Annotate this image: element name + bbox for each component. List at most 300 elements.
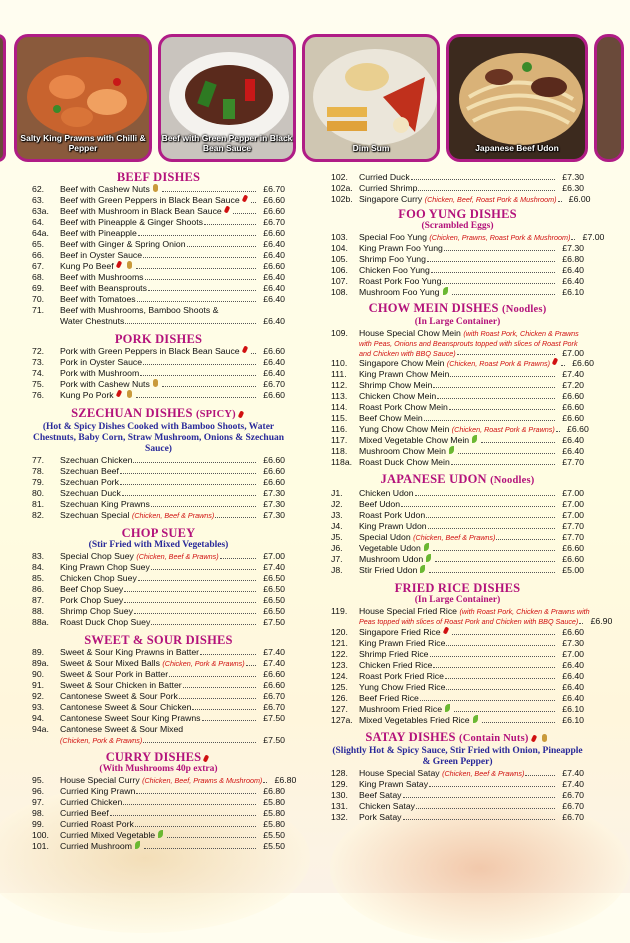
menu-item [32,228,285,239]
item-note: and Chicken with BBQ Sauce) [359,348,456,358]
menu-item [32,283,285,294]
item-text [60,250,257,261]
vegetarian-leaf-icon [445,704,450,712]
item-price: £6.60 [263,455,285,465]
item-price: £6.40 [263,283,285,293]
item-text [60,294,257,305]
photo-salty-king-prawns [14,34,152,162]
section-title [32,633,285,647]
dot-leader [183,680,256,688]
item-price: £6.60 [263,195,285,205]
item-text [359,521,556,532]
dot-leader [136,261,256,269]
item-note: (Chicken, Prawns, Roast Pork & Mushroom) [429,233,571,242]
item-number: 102b. [331,194,353,204]
item-price: £6.60 [263,346,285,356]
item-number: 67. [32,261,45,271]
menu-item [32,368,285,379]
item-text [60,195,257,206]
item-price: £6.60 [562,543,584,553]
item-number: 76. [32,390,45,400]
dot-leader [145,272,256,280]
item-price: £7.30 [562,243,584,253]
item-price: £6.60 [263,228,285,238]
item-number: 80. [32,488,45,498]
item-price: £6.50 [263,584,285,594]
section-title-text: CURRY DISHES [105,750,202,764]
section-title-suffix: (Contain Nuts) [459,732,529,744]
item-text [60,228,257,239]
item-name: Cantonese Sweet & Sour Chicken [60,702,192,712]
item-text [359,457,556,468]
item-text [359,435,556,446]
item-number: 109. [331,328,348,338]
menu-item [32,466,285,477]
item-number: 66. [32,250,45,260]
item-name: Curried King Prawn [60,786,136,796]
menu-item [32,606,285,617]
item-name: Vegetable Udon [359,543,421,553]
item-number: 132. [331,811,348,822]
item-text [60,713,257,724]
menu-item [32,669,285,680]
dot-leader [263,775,267,783]
item-text [359,649,556,660]
dot-leader [151,499,256,507]
section-title-text: JAPANESE UDON [380,472,487,486]
chili-icon [442,626,449,634]
item-name: Yung Chow Chow Mein [359,424,450,434]
item-name: House Special Chow Mein [359,328,461,338]
item-price: £7.40 [562,778,584,789]
dot-leader [496,532,555,540]
item-number: 68. [32,272,45,282]
dot-leader [571,232,575,240]
item-price: £6.10 [562,714,584,725]
item-number: J5. [331,532,343,542]
item-name: Roast Duck Chop Suey [60,617,151,627]
item-number: 120. [331,626,348,637]
item-price: £6.40 [263,272,285,282]
item-note: (Chicken, Beef & Prawns) [413,533,496,542]
section-title-suffix: (Noodles) [490,475,535,486]
item-name: Pork with Cashew Nuts [60,379,150,389]
item-name: Curried Chicken [60,797,123,807]
item-price: £5.80 [263,819,285,829]
item-note: (Chicken, Pork & Prawns) [60,736,143,745]
item-price: £5.80 [263,808,285,818]
item-number: 90. [32,669,45,679]
item-number: 84. [32,562,45,572]
item-number: 95. [32,775,45,785]
item-name: Beef Fried Rice [359,692,419,703]
item-name-line2: Water Chestnuts [60,316,125,326]
vegetarian-leaf-icon [443,287,448,295]
menu-item [331,254,584,265]
menu-item [32,647,285,658]
item-number: 87. [32,595,45,605]
item-text [359,424,561,435]
dot-leader [202,713,256,721]
section-title-text: SZECHUAN DISHES [71,406,193,420]
dot-leader [187,239,256,247]
item-note: (Chicken, Beef & Prawns) [442,768,525,778]
item-number: 125. [331,681,348,692]
menu-item [32,488,285,499]
item-number: 126. [331,692,348,703]
item-price: £6.50 [263,595,285,605]
item-text [60,606,257,617]
menu-item-continuation [331,616,613,627]
item-text [359,704,556,715]
menu-item [331,682,584,693]
dot-leader [427,254,555,262]
item-name: King Prawn Chow Mein [359,369,450,379]
item-text [60,797,257,808]
section-title [331,581,584,595]
menu-item [32,305,285,316]
item-text [359,812,556,823]
item-text [60,808,257,819]
item-price: £7.40 [562,369,584,379]
dot-leader [137,294,256,302]
item-name: Shrimp Foo Yung [359,254,426,264]
nut-icon [127,261,132,269]
item-number: 96. [32,786,45,796]
menu-item [32,499,285,510]
item-number: 83. [32,551,45,561]
section-title-text: SWEET & SOUR DISHES [84,633,233,647]
dot-leader [428,521,555,529]
item-price: £7.30 [263,499,285,509]
menu-item [331,194,591,205]
item-name: Kung Po Pork [60,390,114,400]
item-name: Singapore Curry [359,194,423,204]
item-number: 127. [331,703,348,714]
item-number: 131. [331,800,348,811]
item-name: Pork Chop Suey [60,595,124,605]
item-text [359,790,556,801]
item-price: £7.70 [562,532,584,542]
dot-leader [433,380,555,388]
item-number: J8. [331,565,343,575]
item-note: (Chicken, Beef, Prawns & Mushroom) [142,776,263,785]
item-text [60,702,257,713]
item-text [60,551,257,562]
item-name: Special Udon [359,532,411,542]
item-text [359,349,556,359]
item-name: Szechuan Chicken [60,455,133,465]
menu-item [32,786,285,797]
item-name: Curried Shrimp [359,183,418,193]
item-number: 112. [331,380,348,390]
section-title [32,406,285,422]
nut-icon [153,184,158,192]
item-price: £6.70 [562,800,584,811]
menu-item [32,346,285,357]
item-price: £6.40 [562,276,584,286]
item-text [359,358,566,369]
item-number: J6. [331,543,343,553]
item-text [359,554,556,565]
menu-item [32,250,285,261]
item-name: Curried Mixed Vegetable [60,830,156,840]
item-name: Roast Pork Fried Rice [359,670,444,681]
dot-leader [444,243,555,251]
menu-item [331,328,584,339]
item-number: 63a. [32,206,49,216]
dot-leader [579,617,583,624]
dot-leader [144,841,256,849]
menu-item [32,617,285,628]
section-title-text: SATAY DISHES [365,729,456,744]
item-text [60,477,257,488]
item-text [359,254,556,265]
menu-item [32,272,285,283]
menu-item [331,413,584,424]
section-subtitle: (With Mushrooms 40p extra) [99,764,218,774]
item-name: Beef Chow Mein [359,413,423,423]
item-name: Mixed Vegetable Chow Mein [359,435,470,445]
item-price: £7.00 [562,648,584,659]
item-number: 63. [32,195,45,205]
item-number: 121. [331,637,348,648]
menu-item [32,510,285,521]
item-number: 91. [32,680,45,690]
item-price: £6.10 [562,703,584,714]
dot-leader [446,638,555,646]
item-price: £5.50 [263,830,285,840]
item-name: Shrimp Chow Mein [359,380,433,390]
section-title-text: PORK DISHES [114,332,203,346]
item-price: £6.00 [568,194,591,204]
item-price: £7.20 [562,380,584,390]
menu-item [331,424,589,435]
item-price: £6.40 [263,357,285,367]
item-number: 129. [331,778,348,789]
item-price: £6.70 [263,702,285,712]
dot-leader [136,390,256,398]
item-text [359,617,584,627]
spacer [331,349,359,359]
dot-leader [143,250,256,258]
item-name: House Special Fried Rice [359,606,458,616]
item-price: £6.80 [562,254,584,264]
item-number: 122. [331,648,348,659]
item-name: Mixed Vegetables Fried Rice [359,714,470,725]
item-text [60,786,257,797]
dot-leader [151,617,256,625]
menu-item [32,841,285,852]
menu-item [331,446,584,457]
item-name: Pork in Oyster Sauce [60,357,143,367]
item-price: £6.10 [562,287,584,297]
item-number: 72. [32,346,45,356]
item-name: Cantonese Sweet Sour King Prawns [60,713,201,723]
item-text [60,261,257,272]
item-number: 110. [331,358,348,368]
item-price: £7.30 [263,510,285,520]
menu-item [331,801,584,812]
section-title-suffix: (Noodles) [502,304,547,315]
section-title [331,730,584,746]
item-price: £6.60 [263,669,285,679]
dot-leader [122,488,256,496]
chili-icon [241,345,248,353]
item-text [60,658,257,669]
menu-item [331,243,584,254]
dot-leader [215,510,256,518]
item-name: Curried Mushroom [60,841,132,851]
item-number: 123. [331,659,348,670]
dot-leader [449,402,555,410]
dot-leader [138,573,256,581]
item-number: J2. [331,499,343,509]
item-note: (Chicken, Beef, Roast Pork & Mushroom) [424,195,557,204]
item-price: £6.80 [274,775,297,785]
item-text [60,217,257,228]
dot-leader [125,316,256,324]
item-name: Cantonese Sweet & Sour Mixed [60,724,184,734]
menu-item [331,627,584,638]
item-price: £6.60 [263,206,285,216]
dot-leader [401,499,555,507]
item-text [60,346,257,357]
menu-item [32,702,285,713]
menu-item [331,638,584,649]
menu-item [331,521,584,532]
item-price: £6.40 [263,239,285,249]
menu-item [331,358,594,369]
vegetarian-leaf-icon [135,841,140,849]
item-number: 119. [331,606,348,616]
item-text [60,488,257,499]
menu-item [331,232,605,243]
item-price: £6.60 [562,413,584,423]
item-name: Roast Duck Chow Mein [359,457,450,467]
section-title-suffix: (SPICY) [195,409,236,420]
dot-leader [454,704,555,712]
item-text [359,265,556,276]
item-text [359,413,556,424]
item-note: (with Roast Pork, Chicken & Prawns [463,329,579,338]
item-name: Szechuan Duck [60,488,121,498]
dot-leader [251,195,256,203]
item-price: £6.60 [572,358,594,368]
item-price: £6.40 [263,250,285,260]
item-number: 117. [331,435,348,445]
item-price: £6.80 [263,786,285,796]
dot-leader [143,357,256,365]
nut-icon [153,379,158,387]
item-name: King Prawn Satay [359,778,429,789]
item-price: £5.50 [263,841,285,851]
item-name: Beef with Ginger & Spring Onion [60,239,186,249]
item-price: £7.70 [562,457,584,467]
item-name: Pork Satay [359,811,402,822]
dot-leader [143,735,256,743]
section-title-text: BEEF DISHES [116,170,201,184]
menu-item [331,543,584,554]
dot-leader [403,790,555,798]
item-text [359,194,563,205]
item-name: Szechuan Beef [60,466,119,476]
item-number: 104. [331,243,348,253]
item-name: Pork with Green Peppers in Black Bean Sauce [60,346,240,356]
photo-dim-sum [302,34,440,162]
section-subtitle: (In Large Container) [414,317,501,327]
item-price: £6.40 [562,659,584,670]
item-text [359,779,556,790]
photo-partial [0,34,6,162]
item-price: £6.70 [263,379,285,389]
item-price: £6.70 [263,691,285,701]
item-note: (Chicken, Beef & Prawns) [136,552,219,561]
item-text [359,380,556,391]
spacer [331,617,359,627]
section-title-text: CHOW MEIN DISHES [368,301,499,315]
item-name: Yung Chow Fried Rice [359,681,446,692]
item-name: King Prawn Chop Suey [60,562,150,572]
item-name: Beef Chop Suey [60,584,124,594]
menu-item [331,779,584,790]
item-name: Beef with Pineapple [60,228,137,238]
item-number: 81. [32,499,45,509]
item-text [60,466,257,477]
item-number: 85. [32,573,45,583]
section-title [32,526,285,540]
dot-leader [556,424,560,432]
item-name: Mushroom Chow Mein [359,446,446,456]
photo-caption: Beef with Green Pepper in Black Bean Sauce [161,133,293,153]
item-text [359,172,556,183]
item-price: £6.40 [263,316,285,326]
item-price: £7.00 [562,510,584,520]
menu-item-continuation [331,349,584,359]
item-text [359,339,584,349]
item-name: Curried Roast Pork [60,819,134,829]
nut-icon [542,734,547,742]
item-number: 78. [32,466,45,476]
dot-leader [134,606,256,614]
dot-leader [233,206,256,214]
item-name: House Special Curry [60,775,140,785]
dot-leader [482,715,555,723]
menu-item [331,554,584,565]
item-number: 89. [32,647,45,657]
item-price: £6.40 [562,681,584,692]
item-name: House Special Satay [359,767,440,778]
menu-item [331,265,584,276]
item-text [60,595,257,606]
item-number: 99. [32,819,45,829]
item-number: 103. [331,232,348,242]
menu-item-continuation [32,316,285,327]
item-number: 124. [331,670,348,681]
dot-leader [135,819,256,827]
item-number: 100. [32,830,49,840]
chili-icon [241,194,248,202]
menu-item [331,172,584,183]
item-number: 75. [32,379,45,389]
item-note: (Chicken, Pork & Prawns) [162,659,245,668]
item-name: Szechuan King Prawns [60,499,150,509]
menu-item [331,457,584,468]
photo-caption: Dim Sum [352,143,390,153]
item-text [60,680,257,691]
menu-item-continuation [32,735,285,746]
dot-leader [481,435,555,443]
